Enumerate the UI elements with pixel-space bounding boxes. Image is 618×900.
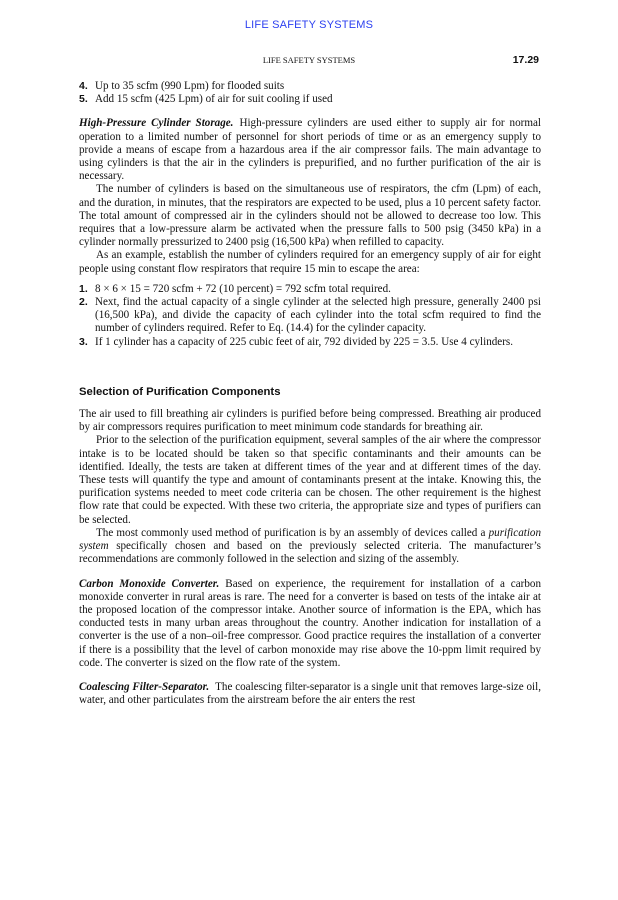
high-pressure-title: High-Pressure Cylinder Storage. <box>79 117 234 130</box>
list-text: If 1 cylinder has a capacity of 225 cubic feet of air, 792 divided by 225 = 3.5. Use 4 cylinders. <box>95 335 514 348</box>
coalescing-text: The coalescing filter-separator is a single unit that removes large-size oil, water, and other particulates from the airstream before the air enters the rest <box>79 680 541 707</box>
running-head <box>79 55 539 69</box>
carbon-monoxide-text: Based on experience, the requirement for installation of a carbon monoxide converter in rural areas is rare. The need for a converter is based on tests of the intake air at the proposed location of the compressor intake. Another source of information is the EPA, which has conducted tests in many urban areas throughout the country. Another indication for installation of a converter is the use of a non–oil-free compressor. Good practice requires the installation of a converter if there is a possibility that the level of carbon monoxide may rise above the 10-ppm limit required by code. The converter is sized on the flow rate of the system. <box>79 577 541 669</box>
list-number: 1. <box>79 282 88 295</box>
list-text: Add 15 scfm (425 Lpm) of air for suit cooling if used <box>95 93 333 106</box>
page-number: 17.29 <box>512 54 539 66</box>
list-number: 2. <box>79 296 88 309</box>
list-item <box>79 93 541 106</box>
suit-air-list <box>79 80 541 106</box>
high-pressure-paragraph <box>79 117 541 183</box>
cylinder-example-list <box>79 283 541 349</box>
purification-system-term: purification system <box>79 526 541 553</box>
list-number: 4. <box>79 80 88 92</box>
list-item <box>79 283 541 296</box>
running-head-title: LIFE SAFETY SYSTEMS <box>262 55 356 65</box>
list-item <box>79 336 541 349</box>
list-number: 3. <box>79 335 88 348</box>
coalescing-paragraph <box>79 681 541 707</box>
list-item <box>79 296 541 336</box>
high-pressure-p2: The number of cylinders is based on the simultaneous use of respirators, the cfm (Lpm) of each, and the duration, in minutes, that the respirators are expected to be used, plus a 10 percent safety factor. The total amount of compressed air in the cylinders should not be allowed to decrease too low. This requires that a low-pressure alarm be activated when the pressure falls to 500 psig (3450 kPa) in a cylinder normally pressurized to 2400 psig (16,500 kPa) when refilled to capacity. <box>79 183 541 249</box>
list-text: Next, find the actual capacity of a single cylinder at the selected high pressure, generally 2400 psi (16,500 kPa), and divide the capacity of each cylinder into the total scfm required to find the number of cylinders required. Refer to Eq. (14.4) for the cylinder capacity. <box>95 296 541 335</box>
purification-p2: Prior to the selection of the purification equipment, several samples of the air where the compressor intake is to be located should be taken so that specific contaminants and their amounts can be identified. Ideally, the tests are taken at different times of the year and at different times of the day. These tests will quantify the type and amount of contaminants present at the intake. Knowing this, the purification systems needed to meet code criteria can be chosen. The other requirement is the highest flow rate that could be expected. With these two criteria, the appropriate size and types of purifiers can be selected. <box>79 434 541 526</box>
list-number: 5. <box>79 93 88 106</box>
list-text: Up to 35 scfm (990 Lpm) for flooded suits <box>95 80 285 92</box>
carbon-monoxide-paragraph <box>79 578 541 670</box>
purification-p3: The most commonly used method of purification is by an assembly of devices called a purification system specifically chosen and based on the previously selected criteria. The manufacturer’s recommendations are commonly followed in the selection and sizing of the assembly. <box>79 526 541 566</box>
purification-p1: The air used to fill breathing air cylinders is purified before being compressed. Breathing air produced by air compressors requires purification to meet minimum code standards for breathing air. <box>79 408 541 434</box>
carbon-monoxide-title: Carbon Monoxide Converter. <box>79 577 220 590</box>
top-banner: LIFE SAFETY SYSTEMS <box>244 19 374 31</box>
coalescing-title: Coalescing Filter-Separator. <box>79 680 210 693</box>
section-heading: Selection of Purification Components <box>79 385 281 398</box>
high-pressure-p1: High-pressure cylinders are used either to supply air for normal operation to a limited number of personnel for short periods of time or as an emergency supply to provide a means of escape from a hazardous area if the air compressor fails. The main advantage to using cylinders is that the air in the cylinders is prepurified, and no further purification of the air is necessary. <box>79 117 541 183</box>
high-pressure-p3: As an example, establish the number of cylinders required for an emergency supply of air for eight people using constant flow respirators that require 15 min to escape the area: <box>79 249 541 275</box>
list-item <box>79 80 541 93</box>
page-body <box>79 80 541 707</box>
list-text: 8 × 6 × 15 = 720 scfm + 72 (10 percent) = 792 scfm total required. <box>95 282 391 295</box>
